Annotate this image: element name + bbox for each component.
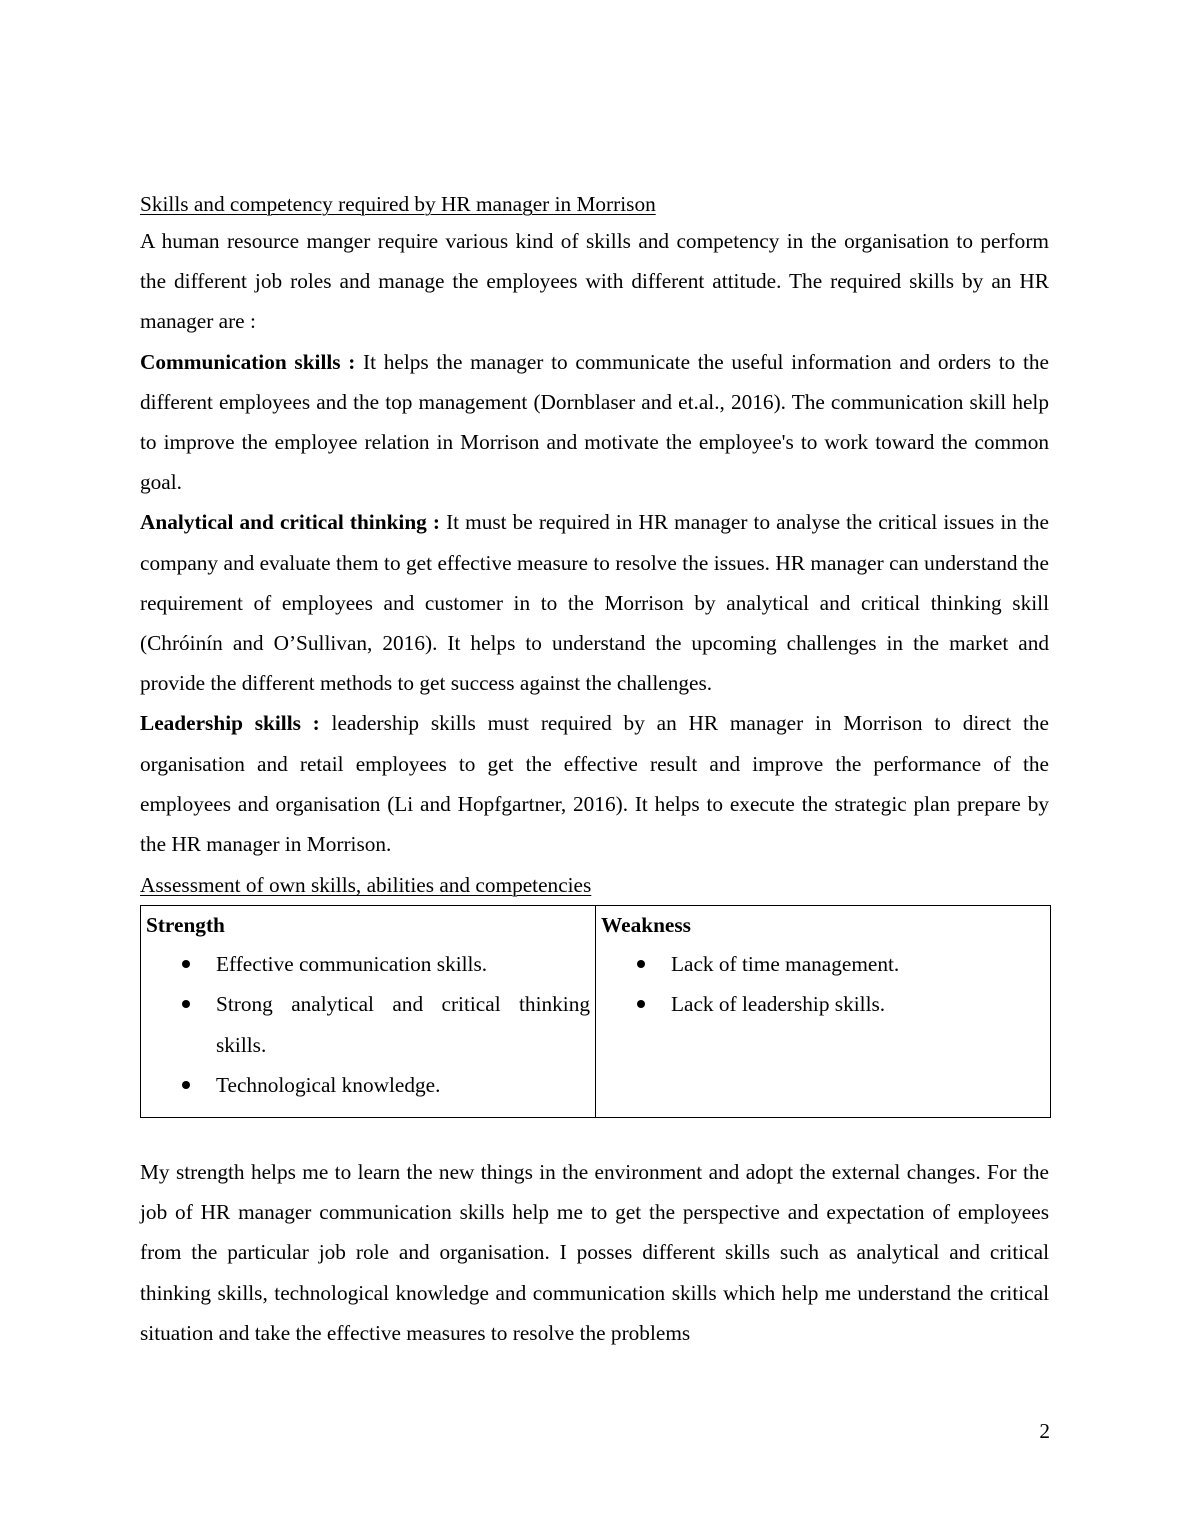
list-item-text: Technological knowledge. [216,1072,441,1097]
page-number: 2 [1039,1419,1050,1443]
weakness-cell [596,906,1051,1118]
list-item-text: Lack of leadership skills. [671,992,886,1017]
list-item [146,944,590,984]
bullet-icon [182,1000,190,1008]
bullet-icon [637,1000,645,1008]
list-item [601,944,1045,984]
bullet-icon [182,960,190,968]
table-row [141,906,1051,1118]
skill-term: Analytical and critical thinking : [140,510,440,535]
list-item-text: Effective communication skills. [216,952,488,977]
skill-paragraph-leadership [140,703,1049,864]
list-item [146,984,590,1064]
weakness-list [601,944,1045,1024]
strength-cell [141,906,596,1118]
document-page [140,188,1049,1353]
skill-paragraph-analytical [140,502,1049,703]
closing-paragraph: My strength helps me to learn the new things in the environment and adopt the external changes. For the job of HR manager communication skills help me to get the perspective and expectation of employees from the particular job role and organisation. I posses different skills such as analytical and critical thinking skills, technological knowledge and communication skills which help me understand the critical situation and take the effective measures to resolve the problems [140,1160,1049,1345]
skill-term: Leadership skills : [140,711,320,736]
list-item [146,1065,590,1105]
list-item-text: Lack of time management. [671,952,900,977]
weakness-title: Weakness [601,913,691,938]
intro-paragraph: A human resource manger require various kind of skills and competency in the organisation to perform the different job roles and manage the employees with different attitude. The required skills by an HR manager are : [140,229,1049,334]
list-item [601,984,1045,1024]
skill-description: It helps the manager to communicate the useful information and orders to the different employees and the top management (Dornblaser and et.al., 2016). The communication skill help to improve the employee relation in Morrison and motivate the employee's to work toward the common goal. [140,349,1049,495]
strength-title: Strength [146,913,225,938]
section-heading-assessment: Assessment of own skills, abilities and competencies [140,873,592,898]
skill-paragraph-communication [140,342,1049,503]
strength-list [146,944,590,1105]
swot-table [140,905,1051,1118]
skill-description: It must be required in HR manager to analyse the critical issues in the company and evaluate them to get effective measure to resolve the issues. HR manager can understand the requirement of employees and customer in to the Morrison by analytical and critical thinking skill (Chróinín and O’Sullivan, 2016). It helps to understand the upcoming challenges in the market and provide the different methods to get success against the challenges. [140,510,1049,696]
section-heading-skills: Skills and competency required by HR manager in Morrison [140,192,656,216]
bullet-icon [182,1081,190,1089]
bullet-icon [637,960,645,968]
list-item-text: Strong analytical and critical thinking skills. [216,992,590,1057]
skill-description: leadership skills must required by an HR manager in Morrison to direct the organisation and retail employees to get the effective result and improve the performance of the employees and organisation (Li and Hopfgartner, 2016). It helps to execute the strategic plan prepare by the HR manager in Morrison. [140,711,1049,857]
skill-term: Communication skills : [140,349,356,374]
